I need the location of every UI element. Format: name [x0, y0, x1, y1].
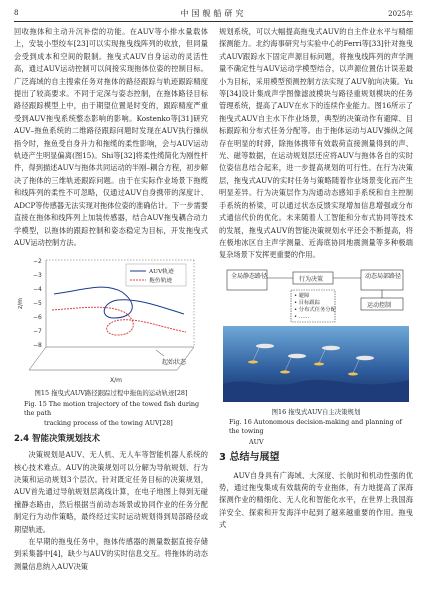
y-tick: −3	[33, 272, 42, 280]
figure-16-caption-cn: 图16 拖曳式AUV自主决策规划	[271, 407, 361, 416]
journal-title: 中国舰船研究	[180, 9, 247, 18]
page-header	[14, 7, 413, 21]
auv-trajectory	[54, 287, 184, 318]
x-axis-label: X/m	[110, 377, 122, 385]
bullet: • 避障	[294, 292, 310, 299]
y-axis-label: z/m	[17, 298, 24, 310]
global-path-box: 全局静态路径	[231, 272, 268, 280]
trajectory-plot	[14, 252, 208, 387]
section-heading: 2.4 智能决策规划技术	[14, 433, 101, 444]
left-column	[14, 26, 208, 573]
y-tick: −4	[33, 286, 42, 294]
behavior-box: 行为决策	[299, 275, 324, 283]
paragraph: 在早期的拖曳任务中，拖体传感器的测量数据直接存储到采集器中[4]，缺少与AUV的实时信息交互。将拖体的动态测量信息纳入AUV决策	[14, 536, 208, 571]
y-tick: −2	[33, 258, 42, 266]
y-tick: −7	[33, 328, 42, 336]
figure-15-caption-en: Fig. 15 The motion trajectory of the towed fish during the path	[24, 399, 200, 417]
bullet: • 目标跟踪	[294, 299, 320, 306]
figure-15-caption-en-2: tracking process of the towing AUV[28]	[44, 419, 173, 428]
figure-16-caption-en: Fig. 16 Autonomous decision-making and planning of the towing	[229, 418, 402, 435]
y-tick: −5	[33, 300, 42, 308]
paragraph: 规划系统，可以大幅提高拖曳式AUV的自主作业水平与精细探测能力。北约海事研究与实验中心的Ferri等[33]针对拖曳式AUV跟踪水下固定声源目标问题，将拖曳线阵列的声学测量不确定性与AUV运动学模型结合，以声源位置估计误差最小为目标，采用模型预测控制方法实现了AUV航向决策。Yu等[34]设计集成声学图像滤波模块与路径重规划模块的任务管理系统，提高了AUV在水下的连续作业能力。图16所示了拖曳式AUV自主水下作业场景，典型的决策动作有避障、目标跟踪和分布式任务分配等。由于拖体运动与AUV操纵之间存在明显的时滞，除拖体携带有效载荷直接测量得到的声、光、磁等数据，在运动规划层还应将AUV与拖体各自的实时位姿信息结合起来，进一步提高规划的可行性。在行为决策层，拖曳式AUV的实时任务与策略随着作业场景变化而产生明显差异。行为决策层作为沟通动态感知手系统和自主控制手系统的桥梁，可以通过状态反馈实现增加信息增强或分布式通信代价的优化。未来随着人工智能和分布式协同等技术的发展，拖曳式AUV的智能决策规划水平还会不断提高，将在极地冰区自主声学测量、近海底协同地震测量等多种极端复杂场景下发挥更重要的作用。	[219, 27, 413, 260]
figure-16-caption-en-2: AUV	[249, 437, 264, 446]
header-rule	[14, 21, 413, 22]
figure-15	[14, 252, 208, 427]
towfish-trajectory	[52, 308, 186, 336]
paragraph: 决策规划是AUV、无人机、无人车等智能机器人系统的核心技术难点。AUV的决策规划可以分解为导航规划、行为决策和运动规划3个层次。针对既定任务目标的决策规划，AUV首先通过导航规划层离线计算，在电子地图上得到无碰撞静态路由，然后根据当前动态场景或协同作业的任务分配制定行为动作策略，最终经过实时运动规划得到局部路径或期望轨迹。	[14, 450, 208, 534]
y-tick: −6	[33, 314, 42, 322]
decision-planning-diagram	[219, 266, 413, 406]
paragraph: 回收拖体和主动升沉补偿的功能。在AUV等小排水量载体上，安装小型绞车[23]可以实现拖曳线阵列的收放，但同量会受到成本和空间的限制。拖曳式AUV自身运动的灵活性高，通过AUV运动控制可以间接实现拖体位姿的控制目标。广泛海域的自主搜索任务对拖体的路径跟踪与轨迹跟踪精度提出了较高要求。不同于定深与姿态控制，在拖体路径目标路径跟踪模型上中，由于期望位置是时变的，跟踪精度严重受到AUV拖曳系统整态影响的影响。Kostenko等[31]研究AUV–拖鱼系统的二维路径跟踪问题时发现在AUV执行操纵指令时，拖鱼受自身升力和拖缆的柔性影响，会与AUV运动轨迹产生明显偏离(图15)。Shi等[32]将柔性缆简化为刚性杆件，得到描述AUV与拖体共同运动的半刚–耦合方程，初步解决了拖体的三维轨迹跟踪问题。由于在实际作业场景下拖缆和线阵列的柔性不可忽略，仅通过AUV自身携带的深度计、ADCP等传感器无法实现对拖体位姿的准确估计。下一步需要直接在拖体和线阵列上加装传感器，结合AUV拖曳耦合动力学模型，以拖体的跟踪控制和姿态稳定为目标，开发拖曳式AUV运动控制方法。	[14, 27, 208, 247]
dynamic-path-box: 动态局部路径	[365, 272, 402, 280]
bullet: • ……	[294, 313, 310, 320]
figure-16	[219, 266, 413, 446]
legend-auv: AUV轨迹	[149, 269, 174, 276]
page-number: 8	[14, 9, 19, 17]
figure-15-caption-cn: 图15 拖曳式AUV路径跟踪过程中拖鱼的运动轨迹[28]	[34, 389, 188, 398]
motion-control-box: 运动控制	[367, 301, 392, 309]
paragraph: AUV自身具有广海域、大深度、长航时和机动性强的优势，通过拖曳集成有效载荷的专业拖体，有力地提高了深海探测作业的精细化、无人化和智能化水平，在世界上我国海洋安全、探索和开发海洋中起到了越来越重要的作用。拖曳式	[219, 470, 413, 530]
legend-towfish: 拖鱼轨迹	[149, 278, 173, 285]
bullet: • 分布式任务分配	[294, 306, 336, 313]
right-column	[219, 26, 413, 532]
year: 2025年	[388, 10, 413, 18]
section-heading: 3 总结与展望	[219, 452, 280, 464]
legend	[126, 264, 186, 286]
start-label: 起始状态	[162, 359, 187, 367]
y-tick: −8	[33, 342, 42, 350]
